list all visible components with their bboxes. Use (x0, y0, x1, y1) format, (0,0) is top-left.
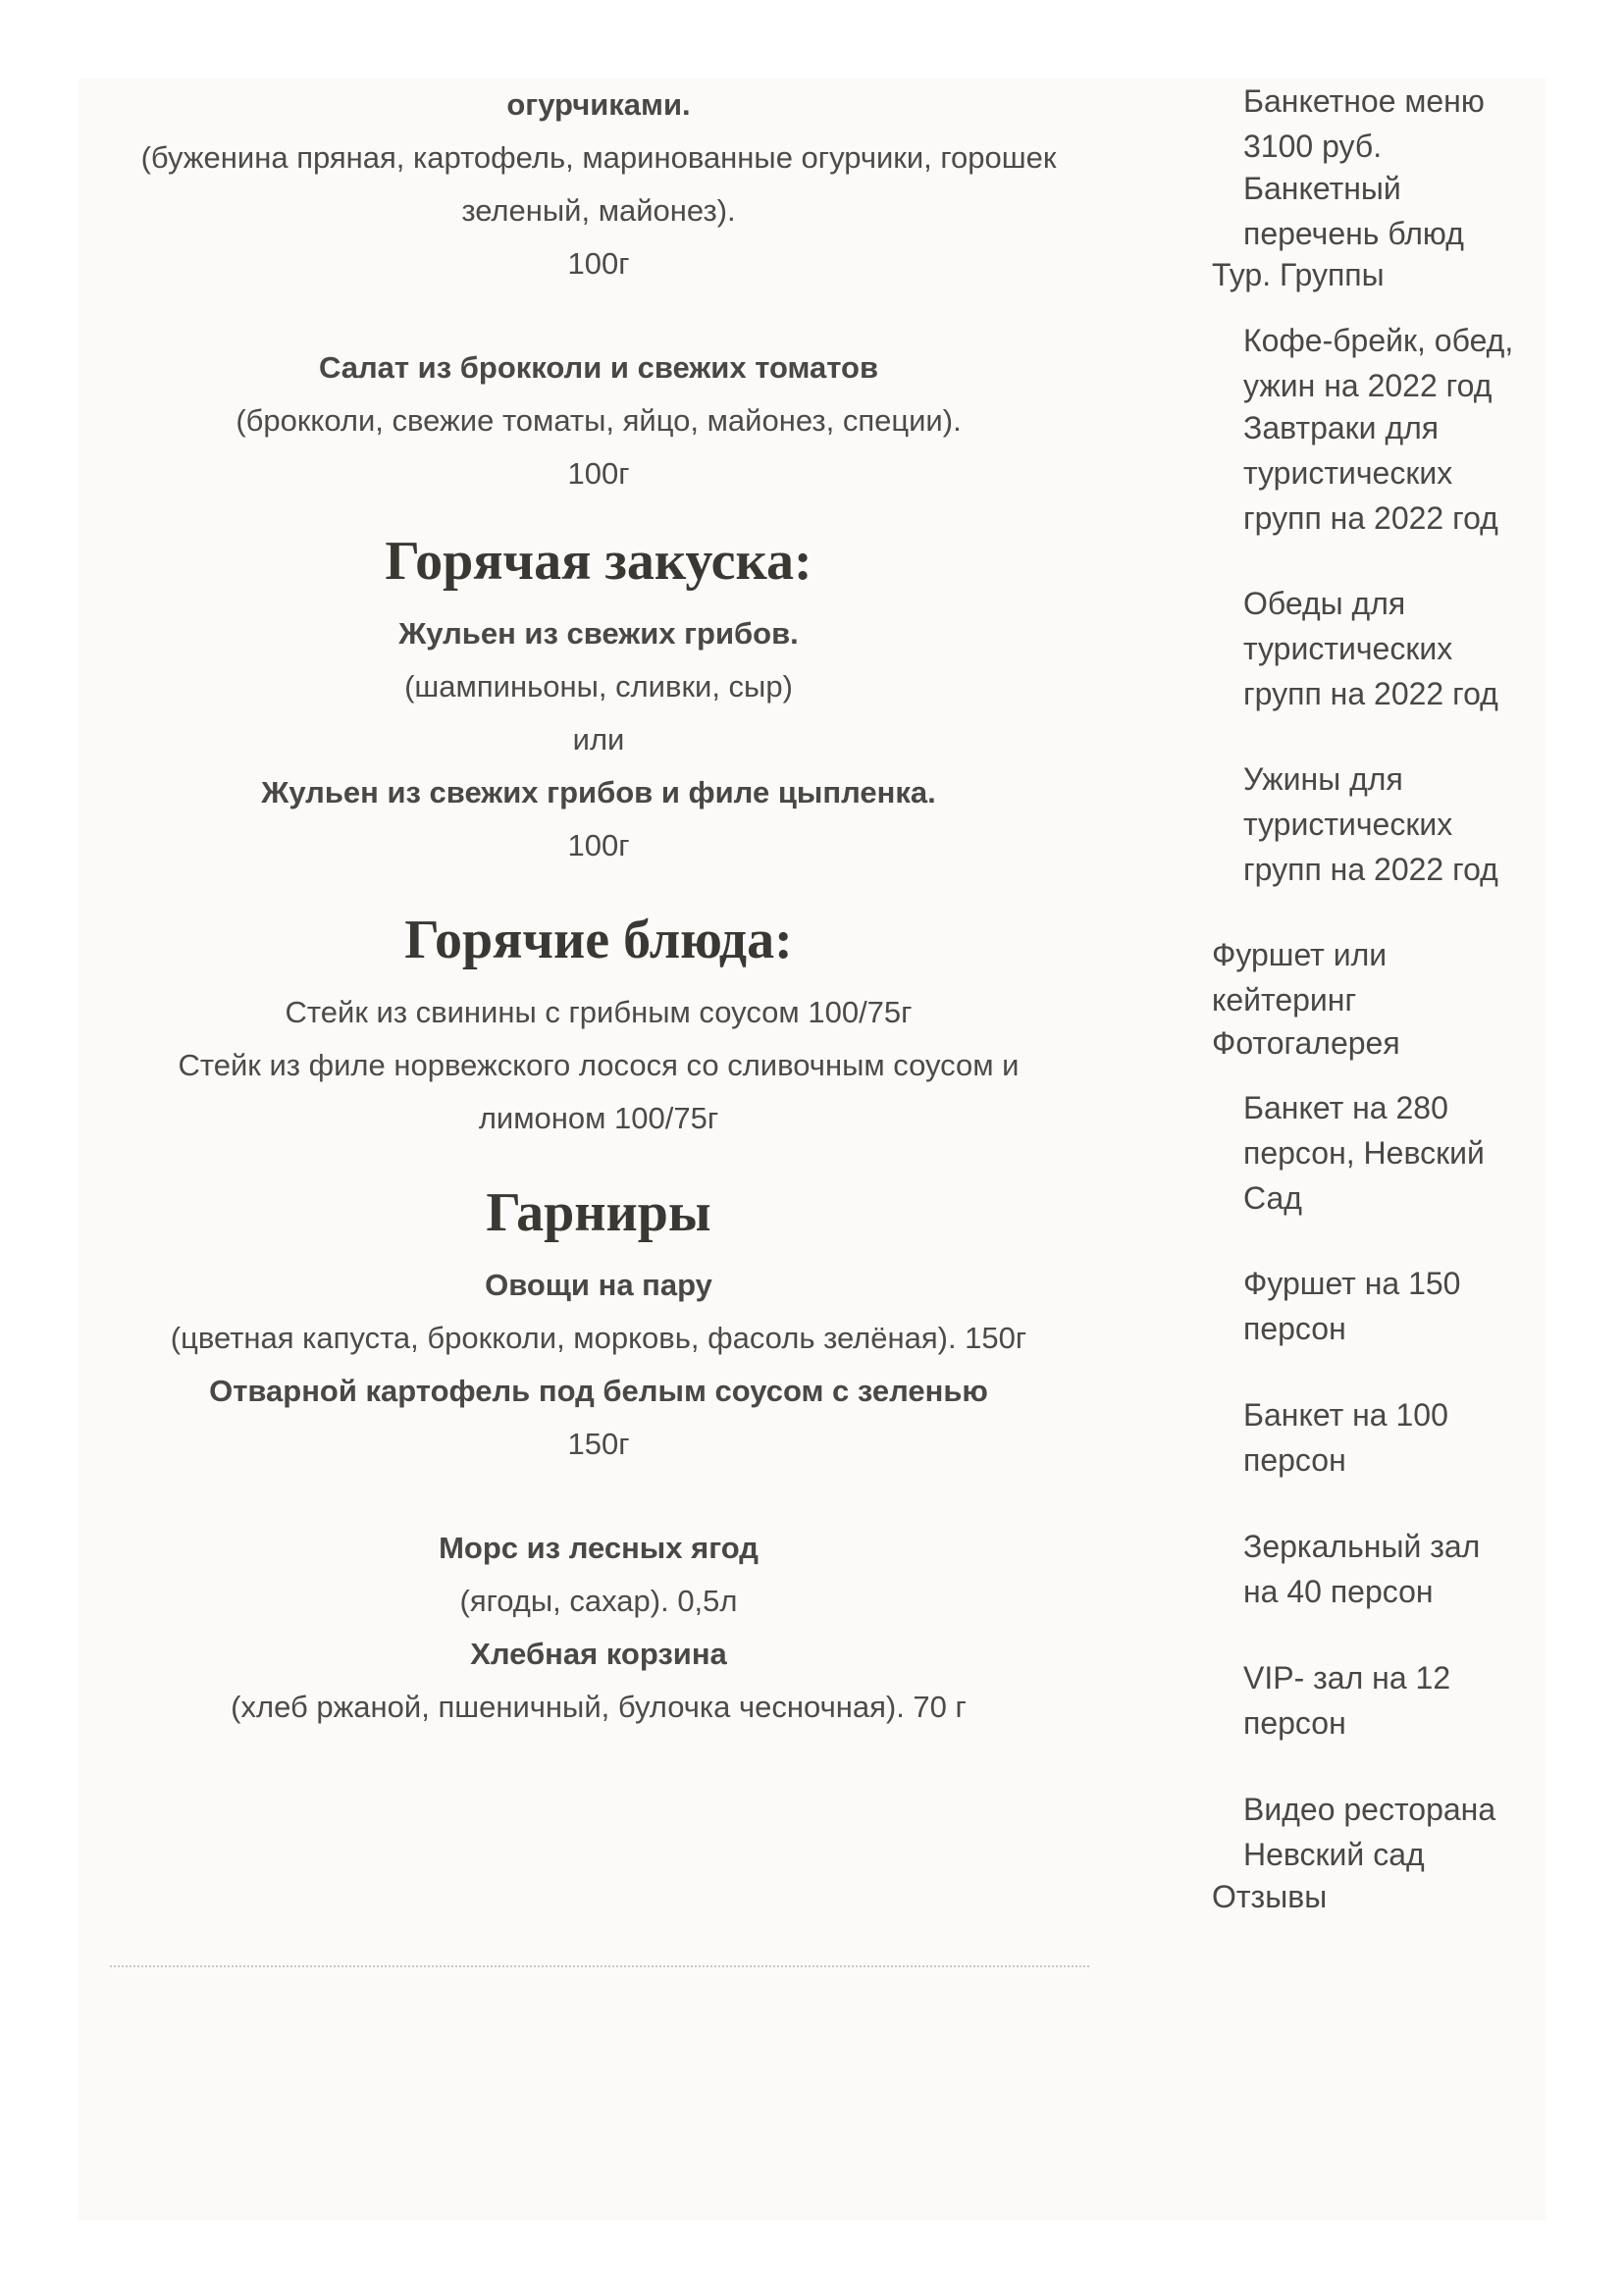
sidebar-item-reviews[interactable]: Отзывы (1212, 1879, 1328, 1914)
content-divider (110, 1965, 1089, 1967)
dish-title: Морс из лесных ягод (439, 1531, 759, 1565)
dish-title: Салат из брокколи и свежих томатов (318, 350, 879, 385)
sidebar-item-photo-gallery[interactable]: Фотогалерея (1212, 1025, 1400, 1061)
section-heading-hot-snack: Горячая закуска: (385, 531, 812, 592)
sidebar-item-buffet-catering[interactable]: Фуршет или кейтеринг (1212, 937, 1388, 1017)
or-separator: или (572, 722, 625, 756)
sidebar-item-banquet-100[interactable]: Банкет на 100 персон (1243, 1397, 1448, 1478)
dish-item: Стейк из свинины с грибным соусом 100/75г (285, 995, 913, 1029)
dish-title-tail: огурчиками. (506, 87, 691, 122)
dish-weight: 150г (567, 1427, 630, 1461)
dish-description: (брокколи, свежие томаты, яйцо, майонез, специи). (236, 403, 962, 438)
sidebar-item-banquet-list[interactable]: Банкетный перечень блюд (1243, 171, 1464, 251)
dish-description: (буженина пряная, картофель, маринованные огурчики, горошек (140, 140, 1057, 175)
sidebar-item-banquet-280[interactable]: Банкет на 280 персон, Невский Сад (1243, 1090, 1485, 1216)
dish-weight: 100г (567, 456, 630, 491)
sidebar-item-buffet-150[interactable]: Фуршет на 150 персон (1243, 1266, 1461, 1346)
page-content (79, 78, 1546, 2220)
dish-item: Стейк из филе норвежского лосося со сливочным соусом и (178, 1048, 1020, 1082)
sidebar-item-lunches[interactable]: Обеды для туристических групп на 2022 год (1243, 586, 1498, 711)
dish-description: (ягоды, сахар). 0,5л (459, 1584, 738, 1618)
sidebar-item-mirror-hall[interactable]: Зеркальный зал на 40 персон (1243, 1529, 1481, 1609)
dish-title: Хлебная корзина (470, 1637, 727, 1671)
menu-content (108, 78, 1089, 1734)
sidebar-item-restaurant-video[interactable]: Видео ресторана Невский сад (1243, 1792, 1496, 1872)
sidebar-item-banquet-menu-3100[interactable]: Банкетное меню 3100 руб. (1243, 83, 1485, 164)
dish-title: Жульен из свежих грибов. (398, 616, 799, 651)
section-heading-hot-dishes: Горячие блюда: (404, 910, 793, 970)
sidebar-item-breakfasts[interactable]: Завтраки для туристических групп на 2022 год (1243, 410, 1498, 536)
sidebar-item-dinners[interactable]: Ужины для туристических групп на 2022 год (1243, 761, 1498, 887)
sidebar-item-coffee-break[interactable]: Кофе-брейк, обед, ужин на 2022 год (1243, 323, 1514, 403)
dish-title: Отварной картофель под белым соусом с зеленью (209, 1374, 988, 1408)
dish-title: Овощи на пару (485, 1268, 712, 1302)
dish-description: (цветная капуста, брокколи, морковь, фасоль зелёная). 150г (170, 1321, 1027, 1355)
dish-weight: 100г (567, 828, 630, 862)
dish-item: лимоном 100/75г (478, 1101, 719, 1135)
dish-weight: 100г (567, 246, 630, 281)
section-heading-garnish: Гарниры (486, 1182, 711, 1243)
dish-title: Жульен из свежих грибов и филе цыпленка. (261, 775, 936, 809)
dish-description: зеленый, майонез). (461, 193, 736, 228)
sidebar-item-vip-hall[interactable]: VIP- зал на 12 персон (1243, 1660, 1451, 1741)
dish-description: (шампиньоны, сливки, сыр) (404, 669, 793, 704)
sidebar-item-tour-groups[interactable]: Тур. Группы (1212, 257, 1385, 292)
dish-description: (хлеб ржаной, пшеничный, булочка чесночная). 70 г (231, 1690, 967, 1724)
